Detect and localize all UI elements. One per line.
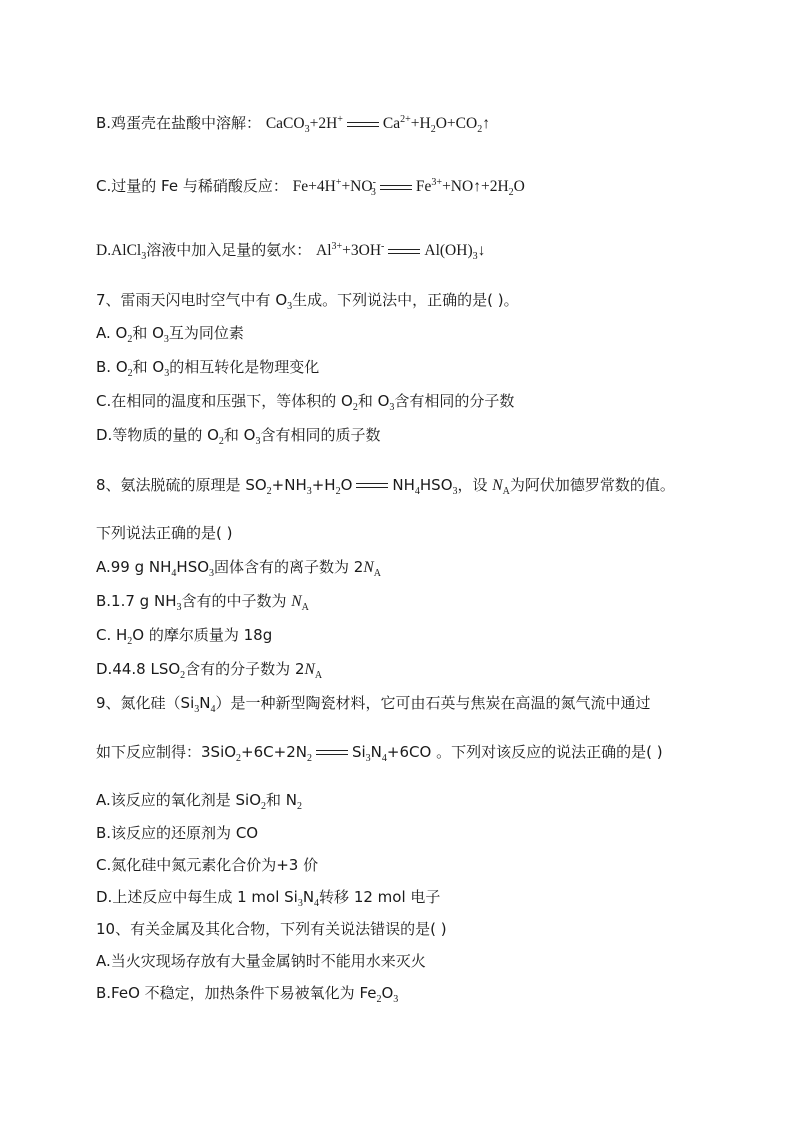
option-8a: A.99 g $NH_4HSO_3$固体含有的离子数为 $2N_A$ [96,558,381,579]
equation: $Fe+4H^++NO^-_3$ $Fe^{3+}+NO↑+2H_2O$ [292,177,525,198]
equation: CaCO$_3$+2H+ $Ca^{2+}+H_2O+CO_2↑$ [265,114,490,135]
equals-sign [316,750,348,755]
option-7c: C.在相同的温度和压强下，等体积的 $O_2$和 $O_3$含有相同的分子数 [96,392,515,413]
option-10b: B.FeO 不稳定，加热条件下易被氧化为 $Fe_2O_3$ [96,984,399,1005]
option-9c: C.氮化硅中氮元素化合价为+3 价 [96,856,319,874]
option-10a: A.当火灾现场存放有大量金属钠时不能用水来灭火 [96,952,426,970]
option-9a: A.该反应的氧化剂是 SiO$_2$和 $N_2$ [96,791,303,812]
question-8: 8、氨法脱硫的原理是 $SO_2+NH_3+H_2O$ $NH_4HSO_3$，设 $N_A$为阿伏加德罗常数的值。 [96,476,675,497]
option-7a: A. $O_2$和 $O_3$互为同位素 [96,324,244,345]
equals-sign [347,122,379,127]
option-6d: D.AlCl$_3$溶液中加入足量的氨水： $Al^{3+}+3OH^-$ $Al(OH)_3↓$ [96,241,486,262]
equals-sign [356,483,388,488]
option-9d: D.上述反应中每生成 1 mol $Si_3N_4$转移 12 mol 电子 [96,888,441,909]
question-10: 10、有关金属及其化合物，下列有关说法错误的是( ) [96,920,447,938]
option-8b: B.1.7 g $NH_3$含有的中子数为 $N_A$ [96,592,309,613]
question-8-stem: 下列说法正确的是( ) [96,524,233,542]
equation: $Al^{3+}+3OH^-$ $Al(OH)_3↓$ [316,241,486,262]
question-9: 9、氮化硅$(Si_3N_4)$是一种新型陶瓷材料，它可由石英与焦炭在高温的氮气流中通过 [96,694,651,715]
option-7d: D.等物质的量的 $O_2$和 $O_3$含有相同的质子数 [96,426,381,447]
option-9b: B.该反应的还原剂为 CO [96,824,259,842]
option-6b: B.鸡蛋壳在盐酸中溶解： CaCO$_3$+2H+ $Ca^{2+}+H_2O+CO_2↑$ [96,114,490,135]
option-6c: C.过量的 Fe 与稀硝酸反应： $Fe+4H^++NO^-_3$ $Fe^{3+}+NO↑+2H_2O$ [96,177,525,198]
question-9-cont: 如下反应制得：$3SiO_2+6C+2N_2$ $Si_3N_4+6CO$ 。下列对该反应的说法正确的是( ) [96,743,663,764]
option-7b: B. $O_2$和 $O_3$的相互转化是物理变化 [96,358,320,379]
equals-sign [388,249,420,254]
question-7: 7、雷雨天闪电时空气中有 $O_3$生成。下列说法中，正确的是( )。 [96,291,519,312]
equals-sign [380,185,412,190]
option-8d: D.44.8 $LSO_2$含有的分子数为 $2N_A$ [96,660,323,681]
option-8c: C. $H_2O$ 的摩尔质量为 18g [96,626,273,647]
